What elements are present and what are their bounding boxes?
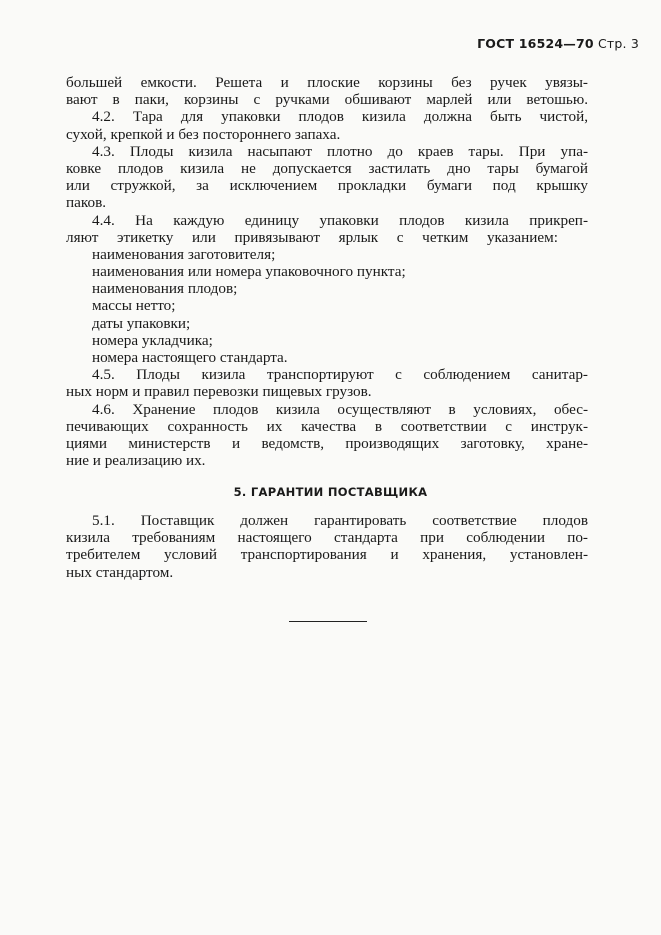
text-line: ковке плодов кизила не допускается застилать дно тары бумагой	[66, 159, 588, 177]
page-header	[477, 36, 639, 51]
list-item: наименования или номера упаковочного пункта;	[92, 263, 406, 281]
list-item: номера укладчика;	[92, 331, 213, 349]
section-5-text	[66, 512, 588, 581]
text-line: ляют этикетку или привязывают ярлык с четким указанием:	[66, 228, 558, 246]
text-line: 5.1. Поставщик должен гарантировать соответствие плодов	[92, 512, 588, 529]
text-line: циями министерств и ведомств, производящих заготовку, хране-	[66, 434, 588, 452]
list-item: номера настоящего стандарта.	[92, 349, 288, 366]
text-line: 4.3. Плоды кизила насыпают плотно до краев тары. При упа-	[92, 142, 588, 160]
list-item: даты упаковки;	[92, 314, 191, 332]
text-line: ных норм и правил перевозки пищевых грузов.	[66, 383, 372, 401]
text-line: 4.6. Хранение плодов кизила осуществляют в условиях, обес-	[92, 400, 588, 418]
text-line: 4.4. На каждую единицу упаковки плодов кизила прикреп-	[92, 211, 588, 229]
text-line: ных стандартом.	[66, 563, 174, 581]
section-5-heading: 5. ГАРАНТИИ ПОСТАВЩИКА	[233, 485, 428, 499]
text-line: паков.	[66, 194, 107, 212]
text-line: ние и реализацию их.	[66, 452, 206, 470]
text-line: печивающих сохранность их качества в соответствии с инструк-	[66, 417, 588, 435]
text-line: большей емкости. Решета и плоские корзины без ручек увязы-	[66, 74, 588, 91]
list-item: наименования плодов;	[92, 280, 238, 298]
standard-code: ГОСТ 16524—70	[477, 36, 594, 51]
list-item: массы нетто;	[92, 297, 176, 315]
text-line: 4.5. Плоды кизила транспортируют с соблюдением санитар-	[92, 366, 588, 384]
text-line: 4.2. Тара для упаковки плодов кизила должна быть чистой,	[92, 108, 588, 126]
list-item: наименования заготовителя;	[92, 245, 276, 263]
end-divider	[289, 621, 367, 622]
text-line: кизила требованиям настоящего стандарта при соблюдении по-	[66, 529, 588, 547]
text-line: сухой, крепкой и без постороннего запаха.	[66, 125, 341, 143]
text-line: вают в паки, корзины с ручками обшивают марлей или ветошью.	[66, 91, 588, 109]
page-number: Стр. 3	[597, 36, 639, 51]
text-line: или стружкой, за исключением прокладки бумаги под крышку	[66, 177, 588, 195]
section-4-text	[66, 74, 588, 470]
text-line: требителем условий транспортирования и хранения, установлен-	[66, 546, 588, 564]
